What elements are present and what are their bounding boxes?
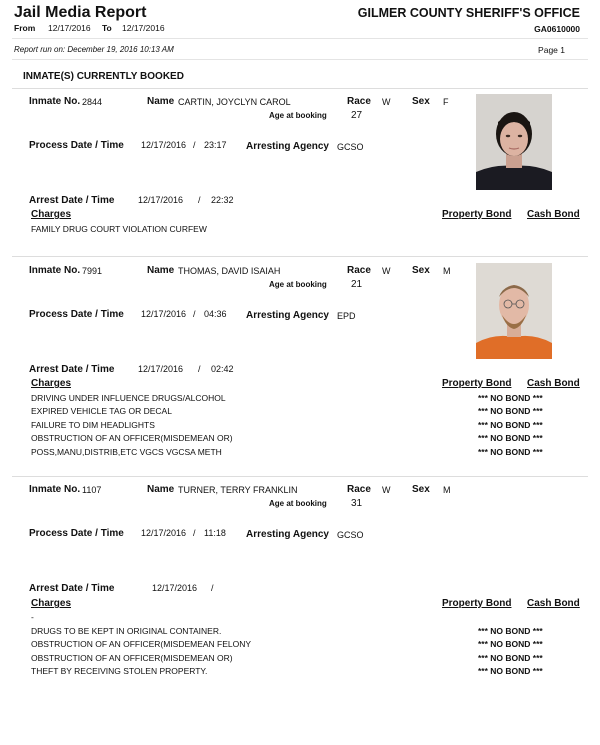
process-label: Process Date / Time — [29, 528, 124, 539]
charges-label: Charges — [31, 209, 72, 220]
arresting-agency-label: Arresting Agency — [246, 529, 329, 540]
bond-status: *** NO BOND *** — [478, 639, 543, 649]
section-divider — [12, 88, 588, 89]
process-date: 12/17/2016 — [141, 140, 187, 150]
from-label: From — [14, 23, 36, 33]
sex-value: M — [443, 485, 451, 495]
charge-item: - — [31, 612, 34, 622]
cash-bond-label: Cash Bond — [527, 598, 580, 609]
charge-item: OBSTRUCTION OF AN OFFICER(MISDEMEAN FELONY — [31, 639, 252, 649]
charge-item: OBSTRUCTION OF AN OFFICER(MISDEMEAN OR) — [31, 433, 233, 443]
sex-label: Sex — [412, 265, 430, 276]
arresting-agency-label: Arresting Agency — [246, 310, 329, 321]
record-divider — [12, 256, 588, 257]
property-bond-label: Property Bond — [442, 209, 512, 220]
cash-bond-label: Cash Bond — [527, 378, 580, 389]
charge-item: DRUGS TO BE KEPT IN ORIGINAL CONTAINER. — [31, 626, 222, 636]
race-label: Race — [347, 484, 371, 495]
time-separator: / — [198, 364, 201, 374]
header-divider-2 — [12, 59, 588, 60]
arresting-agency: EPD — [337, 311, 356, 321]
age-value: 27 — [351, 110, 363, 121]
charge-item: POSS,MANU,DISTRIB,ETC VGCS VGCSA METH — [31, 447, 222, 457]
arrest-date: 12/17/2016 — [138, 195, 184, 205]
arrest-time: 22:32 — [211, 195, 234, 205]
header-divider — [12, 38, 588, 39]
charge-item: THEFT BY RECEIVING STOLEN PROPERTY. — [31, 666, 208, 676]
arrest-label: Arrest Date / Time — [29, 195, 115, 206]
inmate-number: 7991 — [82, 266, 103, 276]
to-label: To — [102, 23, 112, 33]
bond-status: *** NO BOND *** — [478, 406, 543, 416]
inmate-no-label: Inmate No. — [29, 265, 81, 276]
time-separator: / — [193, 528, 196, 538]
sheriff-office-name: GILMER COUNTY SHERIFF'S OFFICE — [357, 6, 580, 20]
process-time: 04:36 — [204, 309, 227, 319]
name-label: Name — [147, 265, 175, 276]
charge-item: OBSTRUCTION OF AN OFFICER(MISDEMEAN OR) — [31, 653, 233, 663]
inmate-number: 1107 — [82, 485, 102, 495]
inmate-number: 2844 — [82, 97, 103, 107]
arrest-date: 12/17/2016 — [138, 364, 184, 374]
property-bond-label: Property Bond — [442, 598, 512, 609]
age-label: Age at booking — [269, 280, 327, 289]
process-label: Process Date / Time — [29, 140, 124, 151]
inmate-name: THOMAS, DAVID ISAIAH — [178, 266, 281, 276]
process-date: 12/17/2016 — [141, 528, 187, 538]
inmate-name: TURNER, TERRY FRANKLIN — [178, 485, 298, 495]
property-bond-label: Property Bond — [442, 378, 512, 389]
time-separator: / — [193, 309, 196, 319]
record-divider — [12, 476, 588, 477]
report-title: Jail Media Report — [14, 4, 147, 21]
sex-label: Sex — [412, 96, 430, 107]
time-separator: / — [193, 140, 196, 150]
report-run-on: Report run on: December 19, 2016 10:13 AM — [14, 45, 174, 54]
bond-status: *** NO BOND *** — [478, 626, 543, 636]
inmate-no-label: Inmate No. — [29, 96, 81, 107]
race-value: W — [382, 97, 391, 107]
arrest-label: Arrest Date / Time — [29, 583, 115, 594]
section-title: INMATE(S) CURRENTLY BOOKED — [23, 71, 184, 82]
arrest-label: Arrest Date / Time — [29, 364, 115, 375]
race-label: Race — [347, 265, 371, 276]
charges-label: Charges — [31, 598, 72, 609]
race-value: W — [382, 485, 391, 495]
charge-item: FAMILY DRUG COURT VIOLATION CURFEW — [31, 224, 207, 234]
race-value: W — [382, 266, 391, 276]
inmate-name: CARTIN, JOYCLYN CAROL — [178, 97, 291, 107]
age-value: 21 — [351, 279, 363, 290]
process-date: 12/17/2016 — [141, 309, 187, 319]
ori-number: GA0610000 — [534, 24, 580, 34]
age-label: Age at booking — [269, 111, 327, 120]
cash-bond-label: Cash Bond — [527, 209, 580, 220]
process-time: 23:17 — [204, 140, 227, 150]
arrest-time: 02:42 — [211, 364, 234, 374]
inmate-photo — [476, 94, 552, 190]
name-label: Name — [147, 96, 175, 107]
sex-label: Sex — [412, 484, 430, 495]
race-label: Race — [347, 96, 371, 107]
time-separator: / — [211, 583, 214, 593]
sex-value: M — [443, 266, 451, 276]
page-number: Page 1 — [538, 45, 565, 55]
bond-status: *** NO BOND *** — [478, 653, 543, 663]
sex-value: F — [443, 97, 449, 107]
charges-label: Charges — [31, 378, 72, 389]
charge-item: FAILURE TO DIM HEADLIGHTS — [31, 420, 155, 430]
charge-item: DRIVING UNDER INFLUENCE DRUGS/ALCOHOL — [31, 393, 226, 403]
charge-item: EXPIRED VEHICLE TAG OR DECAL — [31, 406, 172, 416]
arresting-agency-label: Arresting Agency — [246, 141, 329, 152]
bond-status: *** NO BOND *** — [478, 666, 543, 676]
process-label: Process Date / Time — [29, 309, 124, 320]
arrest-date: 12/17/2016 — [152, 583, 198, 593]
bond-status: *** NO BOND *** — [478, 447, 543, 457]
bond-status: *** NO BOND *** — [478, 433, 543, 443]
arresting-agency: GCSO — [337, 142, 364, 152]
age-label: Age at booking — [269, 499, 327, 508]
process-time: 11:18 — [204, 528, 226, 538]
inmate-photo — [476, 263, 552, 359]
to-date: 12/17/2016 — [122, 23, 165, 33]
time-separator: / — [198, 195, 201, 205]
inmate-no-label: Inmate No. — [29, 484, 81, 495]
arresting-agency: GCSO — [337, 530, 364, 540]
name-label: Name — [147, 484, 175, 495]
bond-status: *** NO BOND *** — [478, 393, 543, 403]
bond-status: *** NO BOND *** — [478, 420, 543, 430]
from-date: 12/17/2016 — [48, 23, 91, 33]
age-value: 31 — [351, 498, 363, 509]
